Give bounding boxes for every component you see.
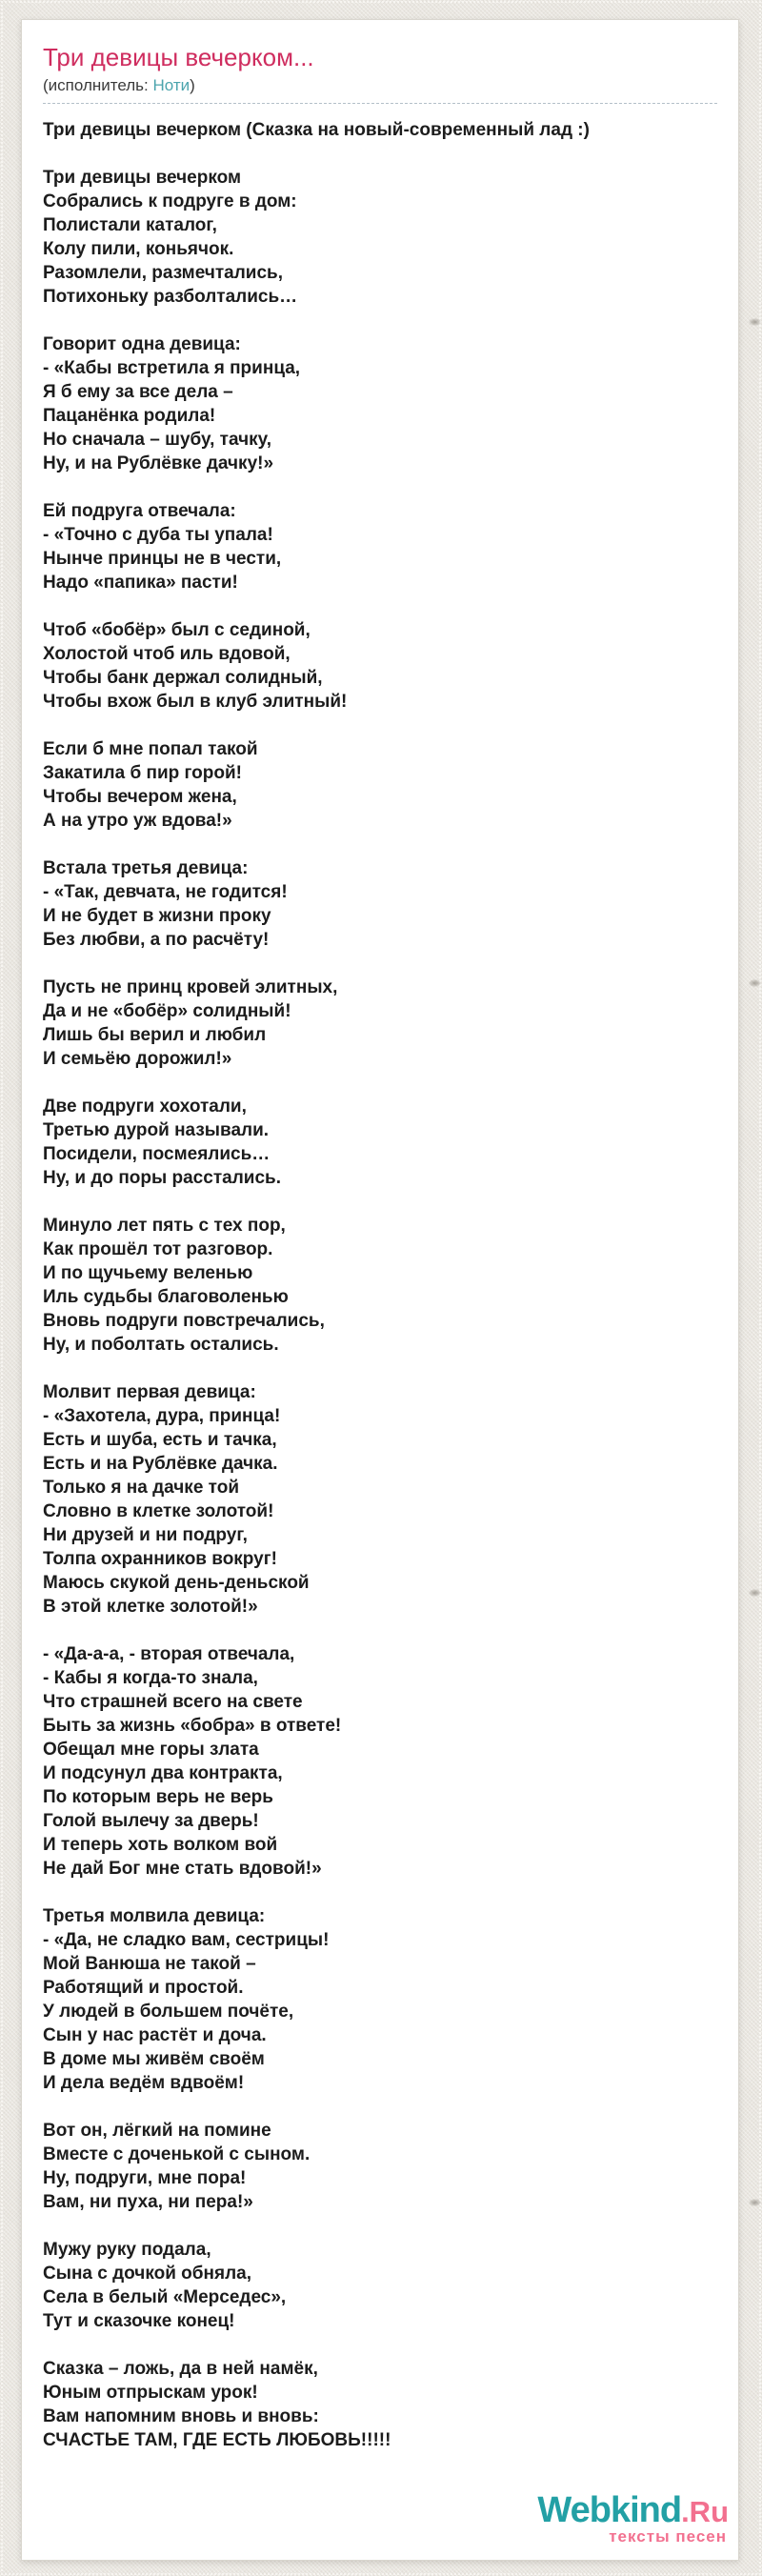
stanza: [43, 1214, 717, 1357]
lyric-line: Встала третья девица:: [43, 858, 249, 878]
lyric-line: И дела ведём вдвоём!: [43, 2073, 245, 2093]
lyrics-card: [21, 19, 739, 2561]
lyric-line: Нынче принцы не в чести,: [43, 549, 282, 569]
lyric-line: Полистали каталог,: [43, 215, 217, 235]
lyric-line: Сына с дочкой обняла,: [43, 2264, 251, 2284]
lyric-line: Есть и на Рублёвке дачка.: [43, 1454, 278, 1474]
lyric-line: Лишь бы верил и любил: [43, 1025, 267, 1045]
lyric-line: Вот он, лёгкий на помине: [43, 2121, 271, 2141]
lyric-line: Собрались к подруге в дом:: [43, 191, 297, 211]
lyric-line: Говорит одна девица:: [43, 334, 241, 354]
lyric-line: - «Кабы встретила я принца,: [43, 358, 301, 378]
lyric-line: В доме мы живём своём: [43, 2049, 265, 2069]
lyric-line: Чтобы вечером жена,: [43, 787, 237, 807]
lyric-line: Сказка – ложь, да в ней намёк,: [43, 2359, 318, 2379]
lyric-line: Пусть не принц кровей элитных,: [43, 977, 338, 997]
lyric-line: - «Так, девчата, не годится!: [43, 882, 288, 902]
lyric-line: Работящий и простой.: [43, 1978, 244, 1998]
lyric-line: - «Да, не сладко вам, сестрицы!: [43, 1930, 330, 1950]
stanza: [43, 1904, 717, 2095]
dotted-divider: [43, 102, 717, 104]
lyric-line: Вам, ни пуха, ни пера!»: [43, 2192, 253, 2212]
stanza: [43, 166, 717, 309]
artist-prefix-label: (исполнитель:: [43, 76, 153, 94]
lyric-line: - «Да-а-а, - вторая отвечала,: [43, 1644, 295, 1664]
lyric-line: СЧАСТЬЕ ТАМ, ГДЕ ЕСТЬ ЛЮБОВЬ!!!!!: [43, 2430, 391, 2450]
lyric-line: В этой клетке золотой!»: [43, 1597, 258, 1617]
lyric-line: Есть и шуба, есть и тачка,: [43, 1430, 277, 1450]
artist-suffix-label: ): [190, 76, 195, 94]
lyric-line: Чтобы банк держал солидный,: [43, 668, 323, 688]
stanza: [43, 2119, 717, 2214]
edge-texture-mark: [749, 979, 761, 987]
stanza: [43, 1642, 717, 1881]
artist-link[interactable]: Ноти: [152, 76, 190, 94]
stanza: [43, 618, 717, 714]
stanza: [43, 2238, 717, 2333]
lyric-line: Две подруги хохотали,: [43, 1097, 247, 1117]
lyric-line: Маюсь скукой день-деньской: [43, 1573, 310, 1593]
lyric-line: Вновь подруги повстречались,: [43, 1311, 325, 1331]
lyric-line: А на утро уж вдова!»: [43, 811, 232, 831]
lyric-line: По которым верь не верь: [43, 1787, 273, 1807]
lyric-line: Пацанёнка родила!: [43, 406, 216, 426]
stanza: [43, 2357, 717, 2452]
lyric-line: - «Захотела, дура, принца!: [43, 1406, 281, 1426]
lyric-line: Третья молвила девица:: [43, 1906, 266, 1926]
lyric-line: Чтобы вхож был в клуб элитный!: [43, 692, 348, 712]
page-title: Три девицы вечерком...: [43, 43, 314, 71]
lyric-line: Иль судьбы благоволенью: [43, 1287, 289, 1307]
lyric-line: И по щучьему веленью: [43, 1263, 253, 1283]
lyric-line: Как прошёл тот разговор.: [43, 1239, 273, 1259]
lyric-line: Быть за жизнь «бобра» в ответе!: [43, 1716, 342, 1736]
lyric-line: Вместе с доченькой с сыном.: [43, 2144, 311, 2164]
stanza: [43, 976, 717, 1071]
lyric-line: Холостой чтоб иль вдовой,: [43, 644, 291, 664]
lyric-line: У людей в большем почёте,: [43, 2002, 294, 2022]
lyric-line: Ни друзей и ни подруг,: [43, 1525, 248, 1545]
lyric-line: Обещал мне горы злата: [43, 1740, 259, 1760]
lyric-line: Но сначала – шубу, тачку,: [43, 430, 272, 450]
edge-texture-mark: [749, 1589, 761, 1597]
logo-wordmark: [537, 2492, 729, 2528]
stanza: [43, 856, 717, 952]
lyric-line: Вам напомним вновь и вновь:: [43, 2406, 319, 2426]
lyric-line: - «Точно с дуба ты упала!: [43, 525, 273, 545]
lyric-line: Юным отпрыскам урок!: [43, 2383, 258, 2403]
lyric-line: Ну, и на Рублёвке дачку!»: [43, 453, 274, 473]
webkind-logo[interactable]: [537, 2492, 729, 2545]
lyric-line: И теперь хоть волком вой: [43, 1835, 278, 1855]
stanza: [43, 1095, 717, 1190]
lyric-line: Не дай Бог мне стать вдовой!»: [43, 1859, 322, 1879]
edge-texture-mark: [749, 318, 761, 326]
lyric-line: Надо «папика» пасти!: [43, 573, 238, 593]
logo-text-ru: .Ru: [681, 2495, 729, 2528]
lyric-line: Потихоньку разболтались…: [43, 287, 298, 307]
lyric-line: Третью дурой называли.: [43, 1120, 270, 1140]
lyric-line: Голой вылечу за дверь!: [43, 1811, 259, 1831]
logo-text-webkind: Webkind: [537, 2490, 682, 2530]
lyric-line: Посидели, посмеялись…: [43, 1144, 271, 1164]
lyric-line: Словно в клетке золотой!: [43, 1501, 274, 1521]
lyric-line: Ну, подруги, мне пора!: [43, 2168, 247, 2188]
lyric-line: Чтоб «бобёр» был с сединой,: [43, 620, 311, 640]
stanza: [43, 332, 717, 475]
song-subtitle: Три девицы вечерком (Сказка на новый-современный лад :): [43, 120, 590, 140]
lyric-line: Закатила б пир горой!: [43, 763, 242, 783]
lyric-line: Мой Ванюша не такой –: [43, 1954, 256, 1974]
stanza: [43, 737, 717, 833]
lyric-line: И подсунул два контракта,: [43, 1763, 283, 1783]
lyric-line: Сын у нас растёт и доча.: [43, 2025, 267, 2045]
lyric-line: Если б мне попал такой: [43, 739, 258, 759]
lyric-line: Села в белый «Мерседес»,: [43, 2287, 287, 2307]
lyric-line: Тут и сказочке конец!: [43, 2311, 235, 2331]
lyric-line: Только я на дачке той: [43, 1478, 240, 1498]
stanza: [43, 499, 717, 594]
artist-line: [43, 76, 717, 95]
lyric-line: Что страшней всего на свете: [43, 1692, 303, 1712]
lyric-line: - Кабы я когда-то знала,: [43, 1668, 258, 1688]
lyric-line: Ей подруга отвечала:: [43, 501, 236, 521]
lyric-line: Колу пили, коньячок.: [43, 239, 234, 259]
lyric-line: Без любви, а по расчёту!: [43, 930, 270, 950]
logo-tagline: тексты песен: [609, 2527, 727, 2546]
lyric-line: Толпа охранников вокруг!: [43, 1549, 277, 1569]
lyric-line: Минуло лет пять с тех пор,: [43, 1216, 286, 1236]
lyric-line: Ну, и до поры расстались.: [43, 1168, 281, 1188]
lyric-line: И не будет в жизни проку: [43, 906, 271, 926]
lyric-line: И семьёю дорожил!»: [43, 1049, 232, 1069]
lyric-line: Молвит первая девица:: [43, 1382, 256, 1402]
lyric-line: Я б ему за все дела –: [43, 382, 233, 402]
lyric-line: Разомлели, размечтались,: [43, 263, 284, 283]
lyric-line: Ну, и поболтать остались.: [43, 1335, 279, 1355]
lyric-line: Три девицы вечерком: [43, 168, 242, 188]
lyric-line: Мужу руку подала,: [43, 2240, 211, 2260]
lyric-line: Да и не «бобёр» солидный!: [43, 1001, 291, 1021]
edge-texture-mark: [749, 2199, 761, 2206]
lyrics: [43, 166, 717, 2452]
stanza: [43, 1380, 717, 1619]
